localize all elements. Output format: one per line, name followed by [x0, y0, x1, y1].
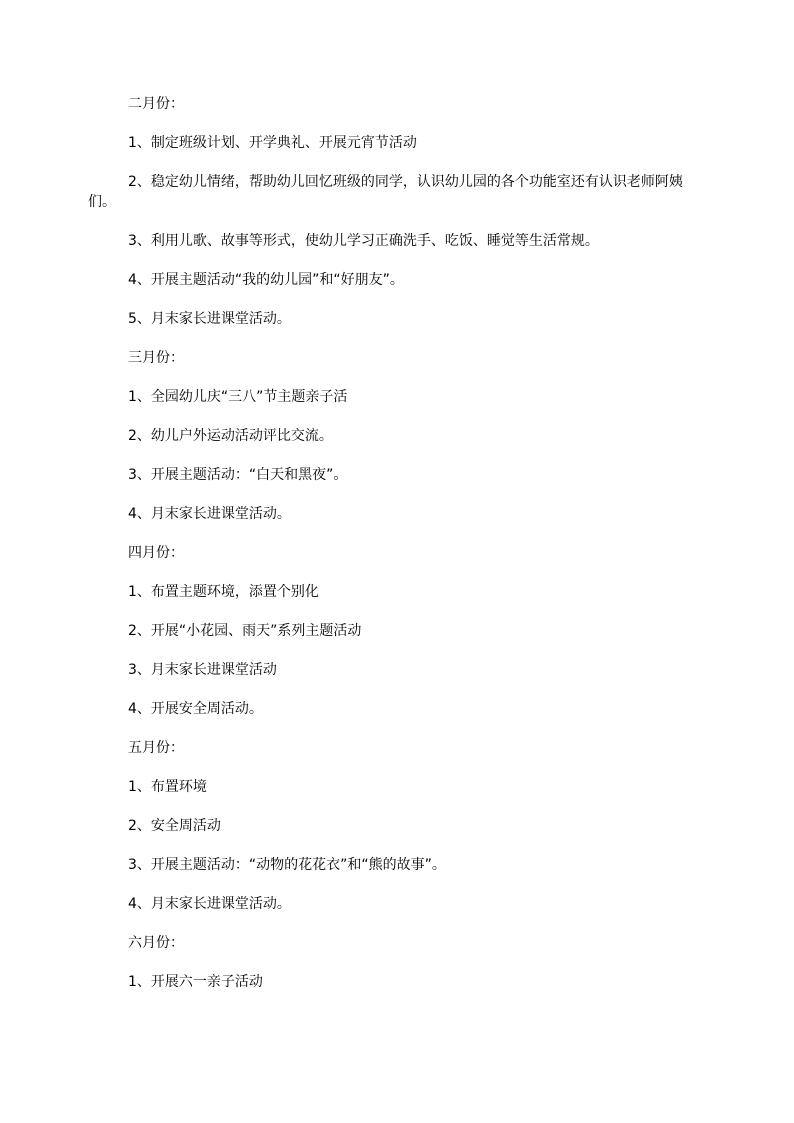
month-heading-february: 二月份： [128, 96, 184, 112]
plan-item: 1、开展六一亲子活动 [128, 974, 263, 990]
plan-item: 4、开展安全周活动。 [128, 701, 263, 717]
plan-item: 4、开展主题活动“我的幼儿园”和“好朋友”。 [128, 272, 404, 288]
plan-item: 3、开展主题活动：“动物的花花衣”和“熊的故事”。 [128, 857, 446, 873]
plan-item: 4、月末家长进课堂活动。 [128, 506, 291, 522]
document-body [88, 94, 710, 1011]
plan-item: 1、制定班级计划、开学典礼、开展元宵节活动 [128, 135, 417, 151]
plan-item: 1、全园幼儿庆“三八”节主题亲子活 [128, 389, 348, 405]
plan-item: 3、开展主题活动：“白天和黑夜”。 [128, 467, 348, 483]
plan-item: 3、利用儿歌、故事等形式，使幼儿学习正确洗手、吃饭、睡觉等生活常规。 [128, 233, 599, 249]
plan-item: 1、布置环境 [128, 779, 207, 795]
month-heading-june: 六月份： [128, 935, 184, 951]
plan-item: 5、月末家长进课堂活动。 [128, 311, 291, 327]
month-heading-april: 四月份： [128, 545, 184, 561]
plan-item: 3、月末家长进课堂活动 [128, 662, 277, 678]
month-heading-march: 三月份： [128, 350, 184, 366]
month-heading-may: 五月份： [128, 740, 184, 756]
plan-item: 2、开展“小花园、雨天”系列主题活动 [128, 623, 362, 639]
plan-item: 1、布置主题环境，添置个别化 [128, 584, 319, 600]
plan-item: 4、月末家长进课堂活动。 [128, 896, 291, 912]
plan-item: 2、幼儿户外运动活动评比交流。 [128, 428, 333, 444]
plan-item: 2、稳定幼儿情绪，帮助幼儿回忆班级的同学，认识幼儿园的各个功能室还有认识老师阿姨们。 [88, 174, 683, 210]
plan-item: 2、安全周活动 [128, 818, 221, 834]
